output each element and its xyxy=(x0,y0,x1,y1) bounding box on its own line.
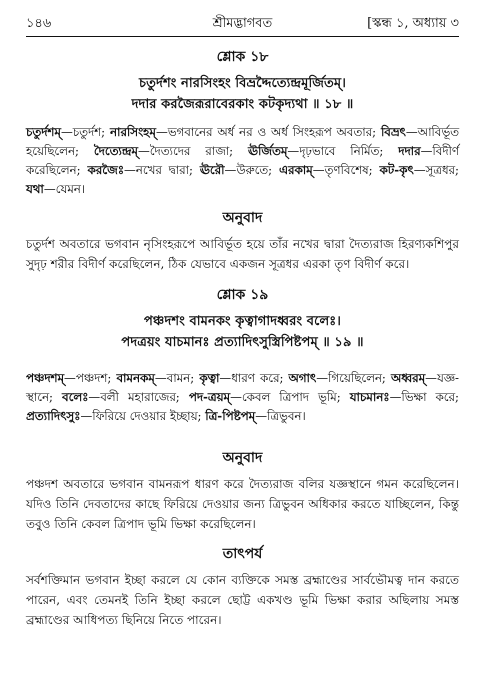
book-title: শ্রীমদ্ভাগবত xyxy=(212,16,273,31)
page-header xyxy=(26,10,459,37)
verse-18-translation: চতুর্দশ অবতারে ভগবান নৃসিংহরূপে আবির্ভূত হয়ে তাঁর নখের দ্বারা দৈত্যরাজ হিরণ্যকশিপুর সুদৃঢ় শরীর বিদীর্ণ করেছিলেন, ঠিক যেভাবে একজন সূত্রধর এরকা তৃণ বিদীর্ণ করে। xyxy=(26,237,459,271)
synonym-word: কৃত্বা xyxy=(199,371,220,385)
synonym-word: যথা xyxy=(26,182,44,196)
verse-19-line-1: পঞ্চদশং বামনকং কৃত্বাগাদধ্বরং বলেঃ। xyxy=(143,314,342,329)
synonym-meaning: —নখের দ্বারা; xyxy=(124,163,194,177)
synonym-word: অধ্বরম্ xyxy=(391,371,426,385)
synonym-word: নারসিংহম্ xyxy=(109,125,156,139)
synonym-word: করজৈঃ xyxy=(87,163,124,177)
verse-18-line-2: দদার করজৈরূরাবেরকাং কটকৃদ্যথা ॥ ১৮ ॥ xyxy=(131,97,354,112)
verse-18-line-1: চতুর্দশং নারসিংহং বিভ্রদ্দৈত্যেন্দ্রমূর্জিতম্। xyxy=(139,76,346,91)
verse-19-translation-heading: অনুবাদ xyxy=(222,450,263,466)
synonym-meaning: —কেবল ত্রিপাদ ভূমি; xyxy=(230,390,341,404)
synonym-meaning: —বিদীর্ণ করেছিলেন; xyxy=(26,144,460,177)
purport-text: সর্বশক্তিমান ভগবান ইচ্ছা করলে যে কোন ব্যক্তিকে সমস্ত ব্রহ্মাণ্ডের সার্বভৌমত্ব দান করতে পারেন, এবং তেমনই তিনি ইচ্ছা করলে ছোট্ট একখণ্ড ভূমি ভিক্ষা করার অছিলায় সমস্ত ব্রহ্মাণ্ডের আধিপত্য ছিনিয়ে নিতে পারেন। xyxy=(26,573,459,627)
verse-18-heading: শ্লোক ১৮ xyxy=(216,49,269,65)
purport-heading: তাৎপর্য xyxy=(222,546,263,562)
synonym-word: ঊর্জিতম্ xyxy=(248,144,288,158)
synonym-meaning: —ভিক্ষা করে; xyxy=(389,390,459,404)
section-label: [স্কন্ধ ১, অধ্যায় ৩ xyxy=(367,16,459,31)
synonym-meaning: —আবির্ভূত হয়েছিলেন; xyxy=(26,125,459,158)
synonym-meaning: —দৃঢ়ভাবে নির্মিত; xyxy=(287,144,384,158)
verse-19-heading: শ্লোক ১৯ xyxy=(216,287,269,303)
synonym-meaning: —বলী মহারাজের; xyxy=(88,390,180,404)
synonym-word: দৈত্যেন্দ্রম্ xyxy=(93,144,138,158)
synonym-word: ত্রি-পিষ্টপম্ xyxy=(205,409,256,423)
synonym-word: যাচমানঃ xyxy=(349,390,390,404)
verse-19-translation: পঞ্চদশ অবতারে ভগবান বামনরূপ ধারণ করে দৈত্যরাজ বলির যজ্ঞস্থানে গমন করেছিলেন। যদিও তিনি দেবতাদের কাছে ফিরিয়ে দেওয়ার জন্য ত্রিভুবন অধিকার করতে যাচ্ছিলেন, কিন্তু তবুও তিনি কেবল ত্রিপাদ ভূমি ভিক্ষা করেছিলেন। xyxy=(26,477,459,531)
synonym-word: অগাৎ xyxy=(288,371,317,385)
synonym-meaning: —উরুতে; xyxy=(224,163,273,177)
verse-18-synonyms xyxy=(26,123,459,199)
verse-19-synonyms xyxy=(26,369,459,426)
page-number: ১৪৬ xyxy=(26,16,52,31)
synonym-meaning: —যেমন। xyxy=(43,182,86,196)
synonym-word: প্রত্যাদিৎসুঃ xyxy=(26,409,81,423)
synonym-meaning: —ত্রিভুবন। xyxy=(255,409,306,423)
synonym-meaning: —পঞ্চদশ; xyxy=(64,371,112,385)
synonym-word: কট-কৃৎ xyxy=(379,163,414,177)
synonym-word: এরকাম্ xyxy=(279,163,313,177)
synonym-meaning: —সূত্রধর; xyxy=(413,163,460,177)
synonym-word: বিভ্রৎ xyxy=(380,125,406,139)
synonym-meaning: —ভগবানের অর্ধ নর ও অর্ধ সিংহরূপ অবতার; xyxy=(155,125,377,139)
synonym-meaning: —যজ্ঞ-স্থানে; xyxy=(26,371,460,404)
synonym-meaning: —বামন; xyxy=(154,371,195,385)
verse-18-translation-heading: অনুবাদ xyxy=(222,210,263,226)
synonym-meaning: —ধারণ করে; xyxy=(219,371,284,385)
synonym-meaning: —গিয়েছিলেন; xyxy=(316,371,386,385)
synonym-word: পদ-ত্রয়ম্ xyxy=(188,390,231,404)
synonym-word: চতুর্দশম্ xyxy=(26,125,61,139)
verse-19-line-2: পদত্রয়ং যাচমানঃ প্রত্যাদিৎসুস্ত্রিপিষ্টপম্ ॥ ১৯ ॥ xyxy=(121,335,364,350)
synonym-word: বামনকম্ xyxy=(116,371,155,385)
synonym-word: ঊরৌ xyxy=(199,163,225,177)
synonym-meaning: —দৈত্যদের রাজা; xyxy=(137,144,234,158)
synonym-meaning: —তৃণবিশেষ; xyxy=(312,163,373,177)
synonym-word: বলেঃ xyxy=(62,390,89,404)
synonym-meaning: —চতুর্দশ; xyxy=(60,125,106,139)
synonym-word: পঞ্চদশম্ xyxy=(26,371,65,385)
synonym-word: দদার xyxy=(398,144,421,158)
synonym-meaning: —ফিরিয়ে দেওয়ার ইচ্ছায়; xyxy=(80,409,202,423)
